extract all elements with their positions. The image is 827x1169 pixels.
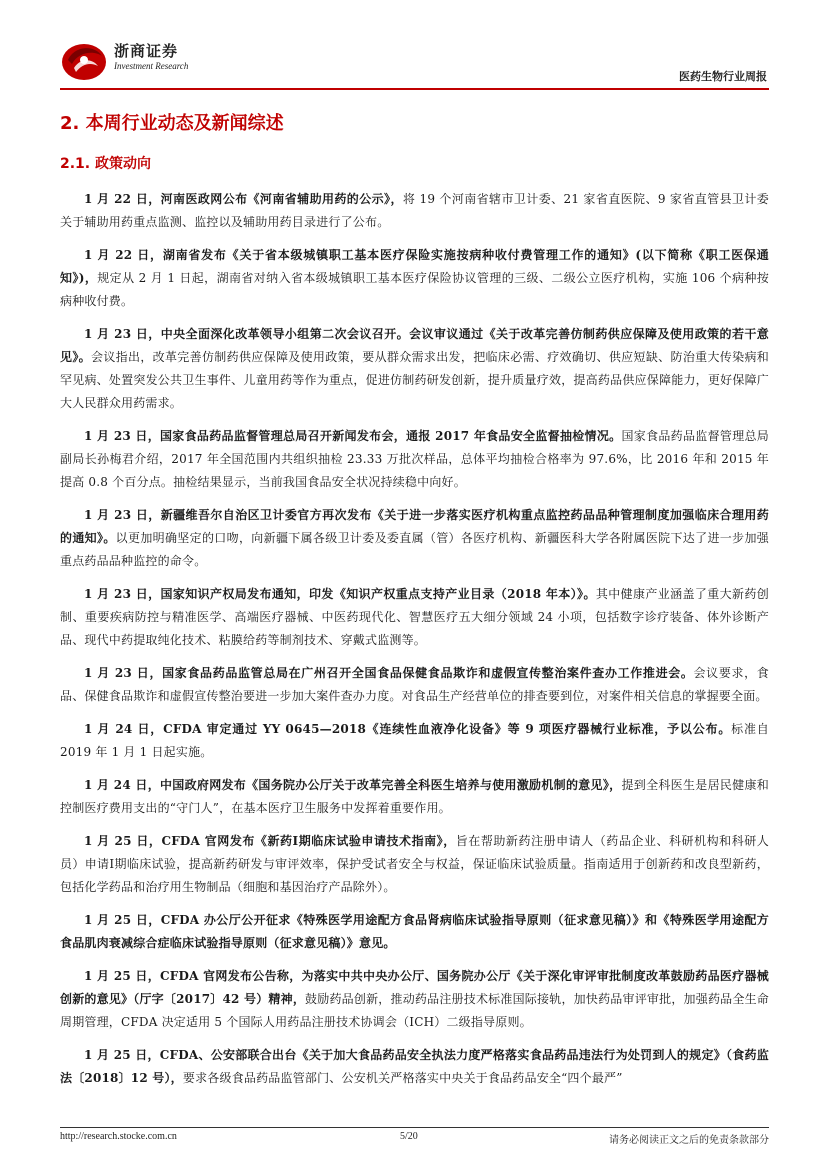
news-paragraph [60, 662, 769, 708]
subsection-title: 2.1. 政策动向 [60, 156, 151, 172]
news-lead: 1 月 24 日，CFDA 审定通过 YY 0645—2018《连续性血液净化设备》等 9 项医疗器械行业标准，予以公布。 [84, 722, 732, 736]
news-body: 鼓励药品创新，推动药品注册技术标准国际接轨，加快药品审评审批，加强药品全生命周期管理，CFDA 决定适用 5 个国际人用药品注册技术协调会（ICH）二级指导原则。 [60, 992, 769, 1029]
news-body: 以更加明确坚定的口吻，向新疆下属各级卫计委及委直属（管）各医疗机构、新疆医科大学各附属医院下达了进一步加强重点药品品种监控的命令。 [60, 531, 769, 568]
news-paragraph [60, 774, 769, 820]
news-paragraph [60, 244, 769, 313]
news-paragraph [60, 188, 769, 234]
news-paragraph [60, 830, 769, 899]
zheshang-logo-icon [60, 38, 108, 82]
news-paragraph [60, 323, 769, 415]
header-divider [60, 88, 769, 90]
news-body: 旨在帮助新药注册申请人（药品企业、科研机构和科研人员）申请Ⅰ期临床试验，提高新药研发与审评效率，保护受试者安全与权益，保证临床试验质量。指南适用于创新药和改良型新药，包括化学药品和治疗用生物制品（细胞和基因治疗产品除外）。 [60, 834, 769, 894]
main-content [60, 106, 769, 1100]
news-paragraph [60, 965, 769, 1034]
footer-url-link[interactable]: http://research.stocke.com.cn [60, 1131, 177, 1142]
news-lead: 1 月 24 日，中国政府网发布《国务院办公厅关于改革完善全科医生培养与使用激励机制的意见》， [84, 778, 622, 792]
news-lead: 1 月 23 日，国家食品药品监管总局在广州召开全国食品保健食品欺诈和虚假宣传整治案件查办工作推进会。 [84, 666, 694, 680]
news-lead: 1 月 25 日，CFDA 官网发布《新药Ⅰ期临床试验申请技术指南》， [84, 834, 456, 848]
news-lead: 1 月 22 日，湖南省发布《关于省本级城镇职工基本医疗保险实施按病种收付费管理工作的通知》(以下简称《职工医保通知》)， [60, 248, 769, 285]
news-paragraph [60, 1044, 769, 1090]
news-body: 会议指出，改革完善仿制药供应保障及使用政策，要从群众需求出发，把临床必需、疗效确切、供应短缺、防治重大传染病和罕见病、处置突发公共卫生事件、儿童用药等作为重点，促进仿制药研发创新，提升质量疗效，提高药品供应保障能力，更好保障广大人民群众用药需求。 [60, 350, 769, 410]
page-number: 5/20 [400, 1131, 418, 1142]
news-lead: 1 月 23 日，中央全面深化改革领导小组第二次会议召开。会议审议通过《关于改革完善仿制药供应保障及使用政策的若干意见》。 [60, 327, 769, 364]
news-paragraph [60, 909, 769, 955]
news-body: 要求各级食品药品监管部门、公安机关严格落实中央关于食品药品安全“四个最严” [182, 1071, 623, 1085]
news-body: 会议要求，食品、保健食品欺诈和虚假宣传整治要进一步加大案件查办力度。对食品生产经营单位的排查要到位，对案件相关信息的掌握要全面。 [60, 666, 769, 703]
report-type-label: 医药生物行业周报 [679, 70, 767, 83]
footer-divider [60, 1127, 769, 1128]
news-lead: 1 月 25 日，CFDA 官网发布公告称，为落实中共中央办公厅、国务院办公厅《关于深化审评审批制度改革鼓励药品医疗器械创新的意见》（厅字〔2017〕42 号）精神， [60, 969, 769, 1006]
news-lead: 1 月 25 日，CFDA、公安部联合出台《关于加大食品药品安全执法力度严格落实食品药品违法行为处罚到人的规定》（食药监法〔2018〕12 号）， [60, 1048, 769, 1085]
news-body: 标准自 2019 年 1 月 1 日起实施。 [60, 722, 769, 759]
news-body: 将 19 个河南省辖市卫计委、21 家省直医院、9 家省直管县卫计委关于辅助用药重点监测、监控以及辅助用药目录进行了公布。 [60, 192, 770, 229]
section-title: 2. 本周行业动态及新闻综述 [60, 113, 284, 134]
news-body: 提到全科医生是居民健康和控制医疗费用支出的“守门人”，在基本医疗卫生服务中发挥着重要作用。 [60, 778, 769, 815]
news-lead: 1 月 23 日，新疆维吾尔自治区卫计委官方再次发布《关于进一步落实医疗机构重点监控药品品种管理制度加强临床合理用药的通知》。 [60, 508, 769, 545]
page-header [60, 36, 769, 86]
news-lead: 1 月 22 日，河南医政网公布《河南省辅助用药的公示》， [84, 192, 403, 206]
news-body: 其中健康产业涵盖了重大新药创制、重要疾病防控与精准医学、高端医疗器械、中医药现代化、智慧医疗五大细分领域 24 小项，包括数字诊疗装备、体外诊断产品、现代中药提取纯化技术、粘膜给药等制剂技术、穿戴式监测等。 [60, 587, 769, 647]
news-paragraph [60, 583, 769, 652]
logo-text [114, 42, 188, 72]
news-paragraph [60, 425, 769, 494]
news-lead: 1 月 25 日，CFDA 办公厅公开征求《特殊医学用途配方食品肾病临床试验指导原则（征求意见稿）》和《特殊医学用途配方食品肌肉衰减综合症临床试验指导原则（征求意见稿）》意见。 [60, 913, 769, 950]
logo-company-name: 浙商证券 [114, 42, 179, 60]
news-paragraph [60, 718, 769, 764]
disclaimer-note: 请务必阅读正文之后的免责条款部分 [609, 1135, 769, 1146]
news-body: 规定从 2 月 1 日起，湖南省对纳入省本级城镇职工基本医疗保险协议管理的三级、二级公立医疗机构，实施 106 个病种按病种收付费。 [60, 271, 769, 308]
logo-tagline: Investment Research [114, 61, 189, 71]
news-lead: 1 月 23 日，国家知识产权局发布通知，印发《知识产权重点支持产业目录（2018 年本）》。 [84, 587, 596, 601]
news-body: 国家食品药品监督管理总局副局长孙梅君介绍，2017 年全国范围内共组织抽检 23.33 万批次样品，总体平均抽检合格率为 97.6%，比 2016 年和 2015 年提高 0.8 个百分点。抽检结果显示，当前我国食品安全状况持续稳中向好。 [60, 429, 770, 489]
news-paragraph [60, 504, 769, 573]
news-lead: 1 月 23 日，国家食品药品监督管理总局召开新闻发布会，通报 2017 年食品安全监督抽检情况。 [84, 429, 622, 443]
